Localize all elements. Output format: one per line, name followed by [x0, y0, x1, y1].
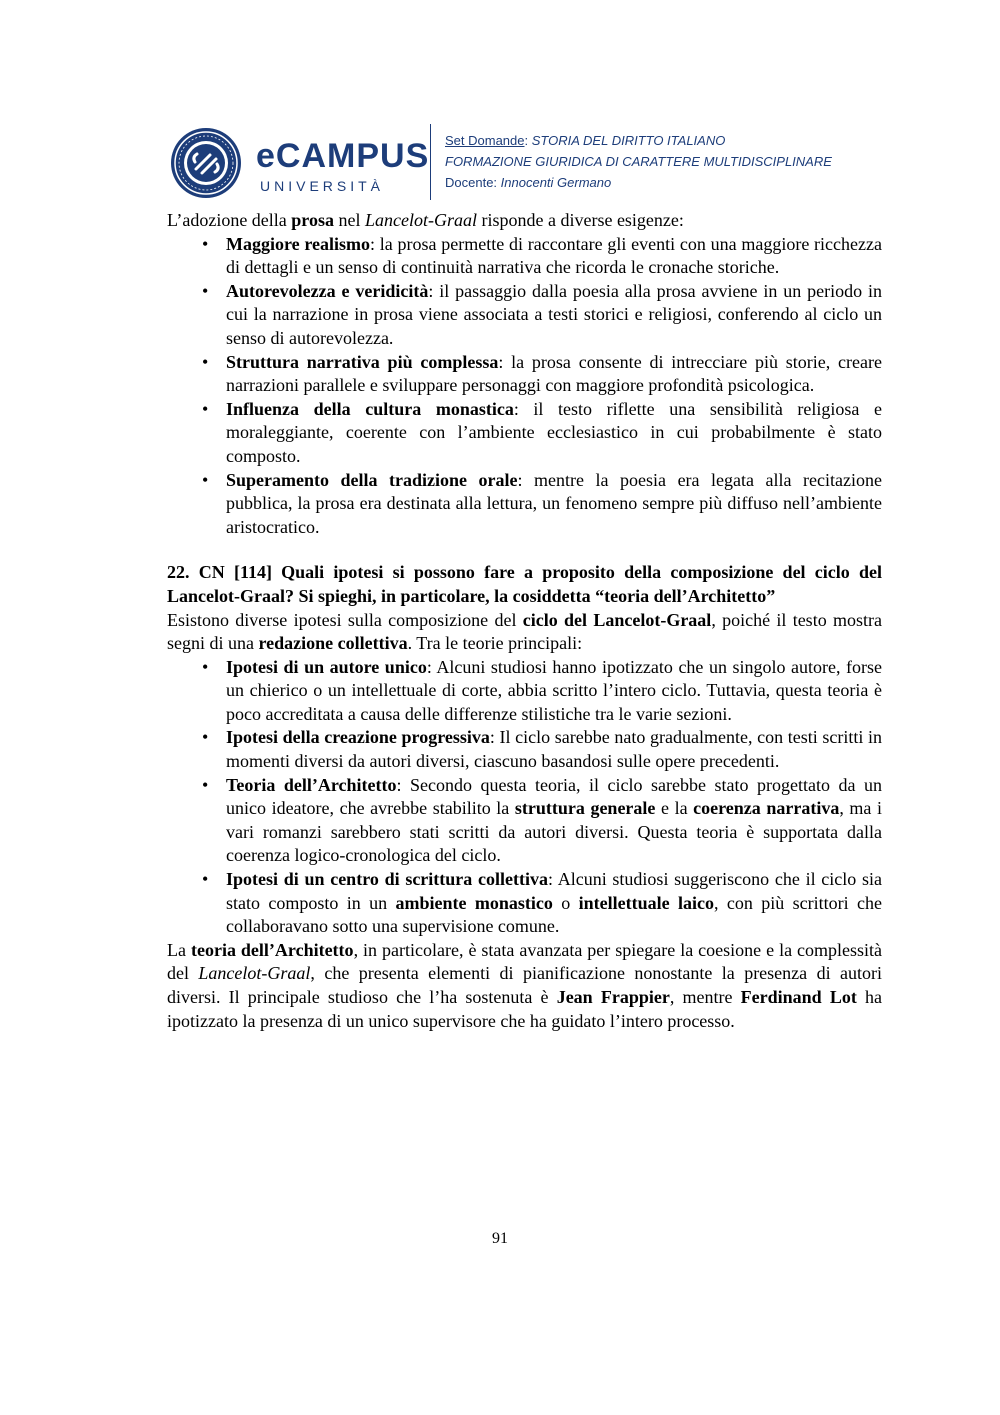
- ecampus-wordmark: [256, 137, 430, 198]
- page-number: 91: [492, 1230, 508, 1247]
- answer-text-2: , poiché il testo mostra segni di una: [167, 609, 882, 654]
- set-value: STORIA DEL DIRITTO ITALIANO: [531, 133, 726, 148]
- list-item-text: : Il ciclo sarebbe nato gradualmente, con testi scritti in momenti diversi da autori diversi, ciascuno basandosi sulle opere precedenti.: [226, 727, 882, 772]
- course-info: [445, 130, 832, 193]
- list-item-text: , con più scrittori che collaboravano sotto una supervisione comune.: [226, 892, 883, 937]
- list-item-text: : mentre la poesia era legata alla recitazione pubblica, la prosa era destinata alla lettura, un fenomeno sempre più diffuso nell’ambiente aristocratico.: [226, 469, 882, 537]
- conclusion-text: , che presenta elementi di pianificazione nonostante la presenza di autori diversi. Il principale studioso che l’ha sostenuta è: [167, 963, 882, 1007]
- conclusion-paragraph: [167, 939, 882, 1033]
- list-item-text: : la prosa permette di raccontare gli eventi con una maggiore ricchezza di dettagli e un senso di continuità narrativa che ricorda le cronache storiche.: [226, 233, 882, 278]
- set-line: Set Domande: STORIA DEL DIRITTO ITALIANO: [445, 133, 726, 148]
- list-item-text: : Alcuni studiosi suggeriscono che il ciclo sia stato composto in un: [226, 869, 882, 913]
- bullet-icon: •: [202, 469, 209, 490]
- list-item-term: Ipotesi di un centro di scrittura collettiva: [226, 869, 548, 890]
- page-header: [166, 122, 886, 204]
- answer-bold-redazione: redazione collettiva: [258, 633, 408, 654]
- list-item: [167, 280, 882, 351]
- logo-university-text: UNIVERSITÀ: [260, 178, 385, 194]
- list-item-term: Autorevolezza e veridicità: [226, 280, 429, 301]
- intro-bold-prosa: prosa: [291, 210, 334, 230]
- conclusion-bold: teoria dell’Architetto: [190, 939, 354, 960]
- intro-text-2: nel: [333, 210, 365, 230]
- teacher-label: Docente: [445, 175, 494, 190]
- bullet-icon: •: [202, 774, 209, 795]
- intro-italic-title: Lancelot-Graal: [364, 210, 477, 230]
- bullet-icon: •: [202, 351, 209, 372]
- conclusion-text: , mentre: [669, 987, 741, 1007]
- list-item-term: Struttura narrativa più complessa: [226, 351, 499, 372]
- list-item-term: Superamento della tradizione orale: [226, 469, 518, 490]
- list-item-text: e la: [655, 798, 694, 819]
- list-item-text: : il passaggio dalla poesia alla prosa avviene in un periodo in cui la narrazione in prosa viene associata a testi storici e religiosi, conferendo al ciclo un senso di autorevolezza.: [226, 280, 882, 348]
- list-item-term: Ipotesi della creazione progressiva: [226, 727, 490, 748]
- list-item-emphasis: ambiente monastico: [395, 892, 553, 913]
- list-item-text: , ma i vari romanzi sarebbero stati scritti da autori diversi. Questa teoria è supportata dalla coerenza logico-cronologica del ciclo.: [226, 798, 882, 866]
- list-item-text: : Alcuni studiosi hanno ipotizzato che un singolo autore, forse un chierico o un intellettuale di corte, abbia scritto l’intero ciclo. Tuttavia, questa teoria è poco accreditata a causa delle differenze stilistiche tra le varie sezioni.: [226, 656, 882, 724]
- list-item-term: Teoria dell’Architetto: [226, 774, 397, 795]
- conclusion-italic-title: Lancelot-Graal: [198, 963, 311, 984]
- conclusion-text: , in particolare, è stata avanzata per spiegare la coesione e la complessità del: [167, 939, 883, 984]
- bullet-icon: •: [202, 727, 209, 748]
- teacher-value: Innocenti Germano: [500, 175, 612, 190]
- conclusion-bold-lot: Ferdinand Lot: [740, 987, 857, 1007]
- intro-paragraph: [167, 209, 882, 233]
- course-value: FORMAZIONE GIURIDICA DI CARATTERE MULTIDISCIPLINARE: [445, 154, 832, 169]
- list-item-term: Maggiore realismo: [226, 233, 371, 254]
- answer-intro-paragraph: [167, 609, 882, 656]
- hypotheses-list: [167, 656, 882, 939]
- list-item-text: : il testo riflette una sensibilità religiosa e moraleggiante, coerente con l’ambiente ecclesiastico in cui probabilmente è stato composto.: [226, 398, 882, 466]
- list-item: [167, 469, 882, 540]
- bullet-icon: •: [202, 656, 209, 677]
- bullet-icon: •: [202, 233, 209, 254]
- ecampus-seal-logo: [170, 127, 242, 199]
- question-heading: 22. CN [114] Quali ipotesi si possono fare a proposito della composizione del ciclo del Lancelot-Graal? Si spieghi, in particolare, la cosiddetta “teoria dell’Architetto”: [167, 562, 882, 606]
- list-item: [167, 351, 882, 398]
- list-item-text: : Secondo questa teoria, il ciclo sarebbe stato progettato da un unico ideatore, che avrebbe stabilito la: [226, 774, 882, 819]
- answer-text-1: Esistono diverse ipotesi sulla composizione del: [167, 609, 523, 630]
- list-item-emphasis: coerenza narrativa: [693, 798, 840, 819]
- list-item-term: Influenza della cultura monastica: [226, 398, 514, 419]
- list-item-emphasis: struttura generale: [514, 798, 656, 819]
- list-item-term: Ipotesi di un autore unico: [226, 656, 427, 677]
- list-item-text: o: [552, 892, 579, 913]
- answer-bold-cycle: ciclo del Lancelot-Graal: [522, 609, 712, 630]
- list-item: [167, 868, 882, 939]
- header-divider: [430, 124, 431, 200]
- conclusion-text: La: [167, 939, 191, 960]
- logo-brand-text: eCAMPUS: [256, 137, 430, 175]
- bullet-icon: •: [202, 398, 209, 419]
- list-item: [167, 398, 882, 469]
- course-line: [445, 151, 832, 172]
- intro-text-1: L’adozione della: [167, 210, 292, 230]
- list-item: [167, 774, 882, 868]
- set-label: Set Domande: [445, 133, 525, 148]
- list-item: [167, 233, 882, 280]
- intro-text-3: risponde a diverse esigenze:: [476, 210, 684, 230]
- bullet-icon: •: [202, 280, 209, 301]
- list-item-text: : la prosa consente di intrecciare più storie, creare narrazioni parallele e sviluppare personaggi con maggiore profondità psicologica.: [226, 351, 882, 396]
- page-content: [167, 209, 882, 1033]
- conclusion-text: ha ipotizzato la presenza di un unico supervisore che ha guidato l’intero processo.: [167, 987, 882, 1031]
- list-item: [167, 656, 882, 727]
- answer-text-3: . Tra le teorie principali:: [407, 633, 583, 654]
- list-item-emphasis: intellettuale laico: [578, 892, 715, 913]
- conclusion-bold-frappier: Jean Frappier: [556, 987, 670, 1007]
- bullet-icon: •: [202, 869, 209, 890]
- list-item: [167, 726, 882, 773]
- reasons-list: [167, 233, 882, 540]
- teacher-line: Docente: Innocenti Germano: [445, 175, 612, 190]
